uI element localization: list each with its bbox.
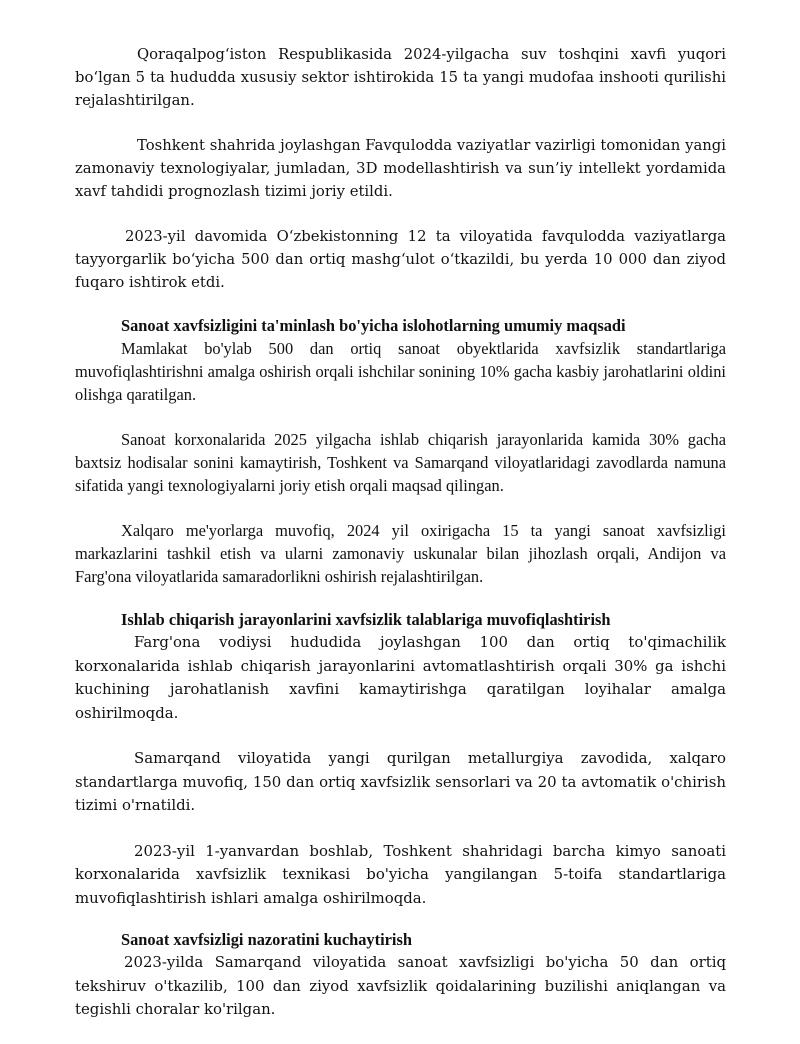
document-body	[75, 43, 726, 1044]
section-heading-safety-supervision: Sanoat xavfsizligi nazoratini kuchaytirish	[121, 930, 412, 949]
paragraph-training-exercises: 2023-yil davomida O‘zbekistonning 12 ta viloyatida favqulodda vaziyatlarga tayyorgarlik bo‘yicha 500 dan ortiq mashg‘ulot o‘tkazildi, bu yerda 10 000 dan ziyod fuqaro ishtirok etdi.	[75, 228, 726, 291]
paragraph-flood-defense: Qoraqalpog‘iston Respublikasida 2024-yilgacha suv toshqini xavfi yuqori bo‘lgan 5 ta hududda xususiy sektor ishtirokida 15 ta yangi mudofaa inshooti qurilishi rejalashtirilgan.	[75, 46, 726, 109]
paragraph-chemical-standards: 2023-yil 1-yanvardan boshlab, Toshkent shahridagi barcha kimyo sanoati korxonalarida xavfsizlik texnikasi bo'yicha yangilangan 5-toifa standartlariga muvofiqlashtirish ishlari amalga oshirilmoqda.	[75, 841, 726, 907]
section-heading-industrial-safety-goals: Sanoat xavfsizligini ta'minlash bo'yicha islohotlarning umumiy maqsadi	[121, 316, 626, 335]
section-heading-process-compliance: Ishlab chiqarish jarayonlarini xavfsizlik talablariga muvofiqlashtirish	[121, 610, 611, 629]
paragraph-inspections: 2023-yilda Samarqand viloyatida sanoat xavfsizligi bo'yicha 50 dan ortiq tekshiruv o'tkazilib, 100 dan ziyod xavfsizlik qoidalarining buzilishi aniqlangan va tegishli choralar ko'rilgan.	[75, 953, 726, 1018]
paragraph-textile-automation: Farg'ona vodiysi hududida joylashgan 100 dan ortiq to'qimachilik korxonalarida ishlab chiqarish jarayonlarini avtomatlashtirish orqali 30% ga ishchi kuchining jarohatlanish xavfini kamaytirishga qaratilgan loyihalar amalga oshirilmoqda.	[75, 633, 726, 722]
paragraph-forecast-system: Toshkent shahrida joylashgan Favqulodda vaziyatlar vazirligi tomonidan yangi zamonaviy texnologiyalar, jumladan, 3D modellashtirish va sun’iy intellekt yordamida xavf tahdidi prognozlash tizimi joriy etildi.	[75, 137, 726, 200]
paragraph-accident-reduction: Sanoat korxonalarida 2025 yilgacha ishlab chiqarish jarayonlarida kamida 30% gacha baxtsiz hodisalar sonini kamaytirish, Toshkent va Samarqand viloyatlaridagi zavodlarda namuna sifatida yangi texnologiyalarni joriy etish orqali maqsad qilingan.	[75, 430, 726, 495]
paragraph-metallurgy-sensors: Samarqand viloyatida yangi qurilgan metallurgiya zavodida, xalqaro standartlarga muvofiq, 150 dan ortiq xavfsizlik sensorlari va 20 ta avtomatik o'chirish tizimi o'rnatildi.	[75, 749, 726, 814]
paragraph-safety-centers: Xalqaro me'yorlarga muvofiq, 2024 yil oxirigacha 15 ta yangi sanoat xavfsizligi markazlarini tashkil etish va ularni zamonaviy uskunalar bilan jihozlash orqali, Andijon va Farg'ona viloyatlarida samaradorlikni oshirish rejalashtirilgan.	[75, 521, 726, 586]
paragraph-industrial-objects: Mamlakat bo'ylab 500 dan ortiq sanoat obyektlarida xavfsizlik standartlariga muvofiqlashtirishni amalga oshirish orqali ishchilar sonining 10% gacha kasbiy jarohatlarini oldini olishga qaratilgan.	[75, 339, 726, 404]
